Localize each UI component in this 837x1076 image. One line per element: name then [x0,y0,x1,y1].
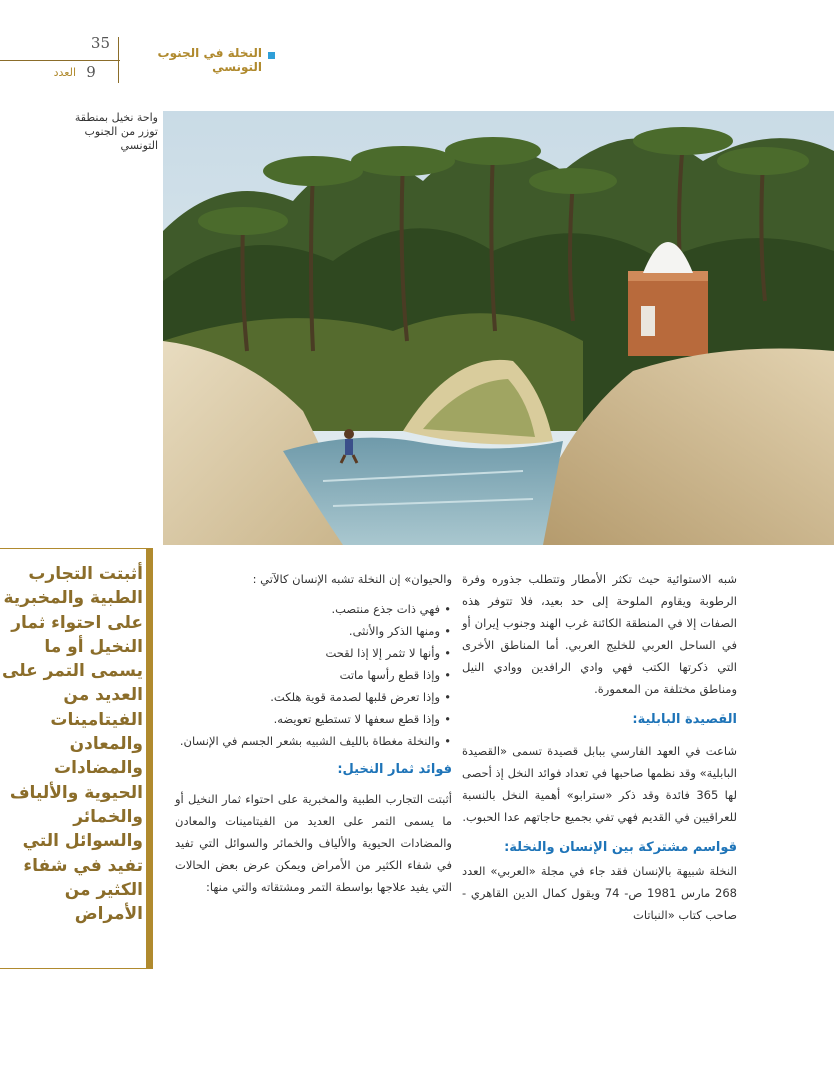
section-marker-icon [268,52,275,59]
left-text-column [175,568,452,898]
list-item: • وإذا قطع سعفها لا تستطيع تعويضه. [175,708,440,730]
intro-paragraph: شبه الاستوائية حيث تكثر الأمطار وتتطلب جذوره وفرة الرطوبة ويقاوم الملوحة إلى حد بعيد، فلا تتوفر هذه الصفات إلا في المنطقة الكائنة غرب الهند وجنوب إيران أو في الساحل العربي للخليج العربي. أما المناطق الأخرى التي ذكرتها الكتب فهي وادي الرافدين ووادي النيل ومناطق مختلفة من المعمورة. [462,572,737,696]
section-title: النخلة في الجنوب التونسي [157,46,262,74]
header-rule [0,60,120,61]
date-benefits-paragraph: أثبتت التجارب الطبية والمخبرية على احتواء ثمار النخيل أو ما يسمى التمر على العديد من الفيتامينات والمعادن والمضادات الحيوية والألياف والخمائر والسوائل التي تفيد في شفاء الكثير من الأمراض ويمكن عرض بعض الحالات التي يفيد علاجها بواسطة التمر ومشتقاته والتي منها: [175,792,452,894]
heading-date-benefits: فوائد ثمار النخيل: [337,762,452,777]
oasis-photo [163,111,834,545]
heading-human-palm-commonalities: قواسم مشتركة بين الإنسان والنخلة: [504,840,737,855]
similarity-intro: والحيوان» إن النخلة تشبه الإنسان كالآتي : [252,572,452,586]
list-item: • فهي ذات جذع منتصب. [175,598,440,620]
photo-caption: واحة نخيل بمنطقة توزر من الجنوب التونسي [74,111,158,152]
list-item: • والنخلة مغطاة بالليف الشبيه بشعر الجسم في الإنسان. [175,730,440,752]
list-item: • وإذا قطع رأسها ماتت [175,664,440,686]
list-item: • ومنها الذكر والأنثى. [175,620,440,642]
pullquote-bar [146,548,153,968]
issue-number: 9 [86,63,96,81]
pull-quote: أثبتت التجارب الطبية والمخبرية على احتواء ثمار النخيل أو ما يسمى التمر على العديد من الفيتامينات والمعادن والمضادات الحيوية والألياف والخمائر والسوائل التي تفيد في شفاء الكثير من الأمراض [2,564,143,925]
pullquote-rule-bottom [0,968,153,969]
heading-babylonian-poem: القصيدة البابلية: [632,712,737,727]
issue-label: العدد [53,66,76,79]
list-item: • وإذا تعرض قلبها لصدمة قوية هلكت. [175,686,440,708]
right-text-column [462,568,737,926]
commonalities-paragraph: النخلة شبيهة بالإنسان فقد جاء في مجلة «العربي» العدد 268 مارس 1981 ص- 74 ويقول كمال الدين القاهري - صاحب كتاب «النباتات [462,864,737,922]
babylonian-poem-paragraph: شاعت في العهد الفارسي ببابل قصيدة تسمى «القصيدة البابلية» وقد نظمها صاحبها في تعداد فوائد النخل إذ أحصى لها 365 فائدة وقد ذكر «سترابو» أهمية النخل بالنسبة للعراقيين في القديم فهي تفي بجميع حاجاتهم عدا الحبوب. [462,744,737,824]
list-item: • وأنها لا تثمر إلا إذا لقحت [175,642,440,664]
page-number: 35 [90,34,110,52]
similarity-list [175,598,452,752]
pullquote-rule-top [0,548,153,549]
